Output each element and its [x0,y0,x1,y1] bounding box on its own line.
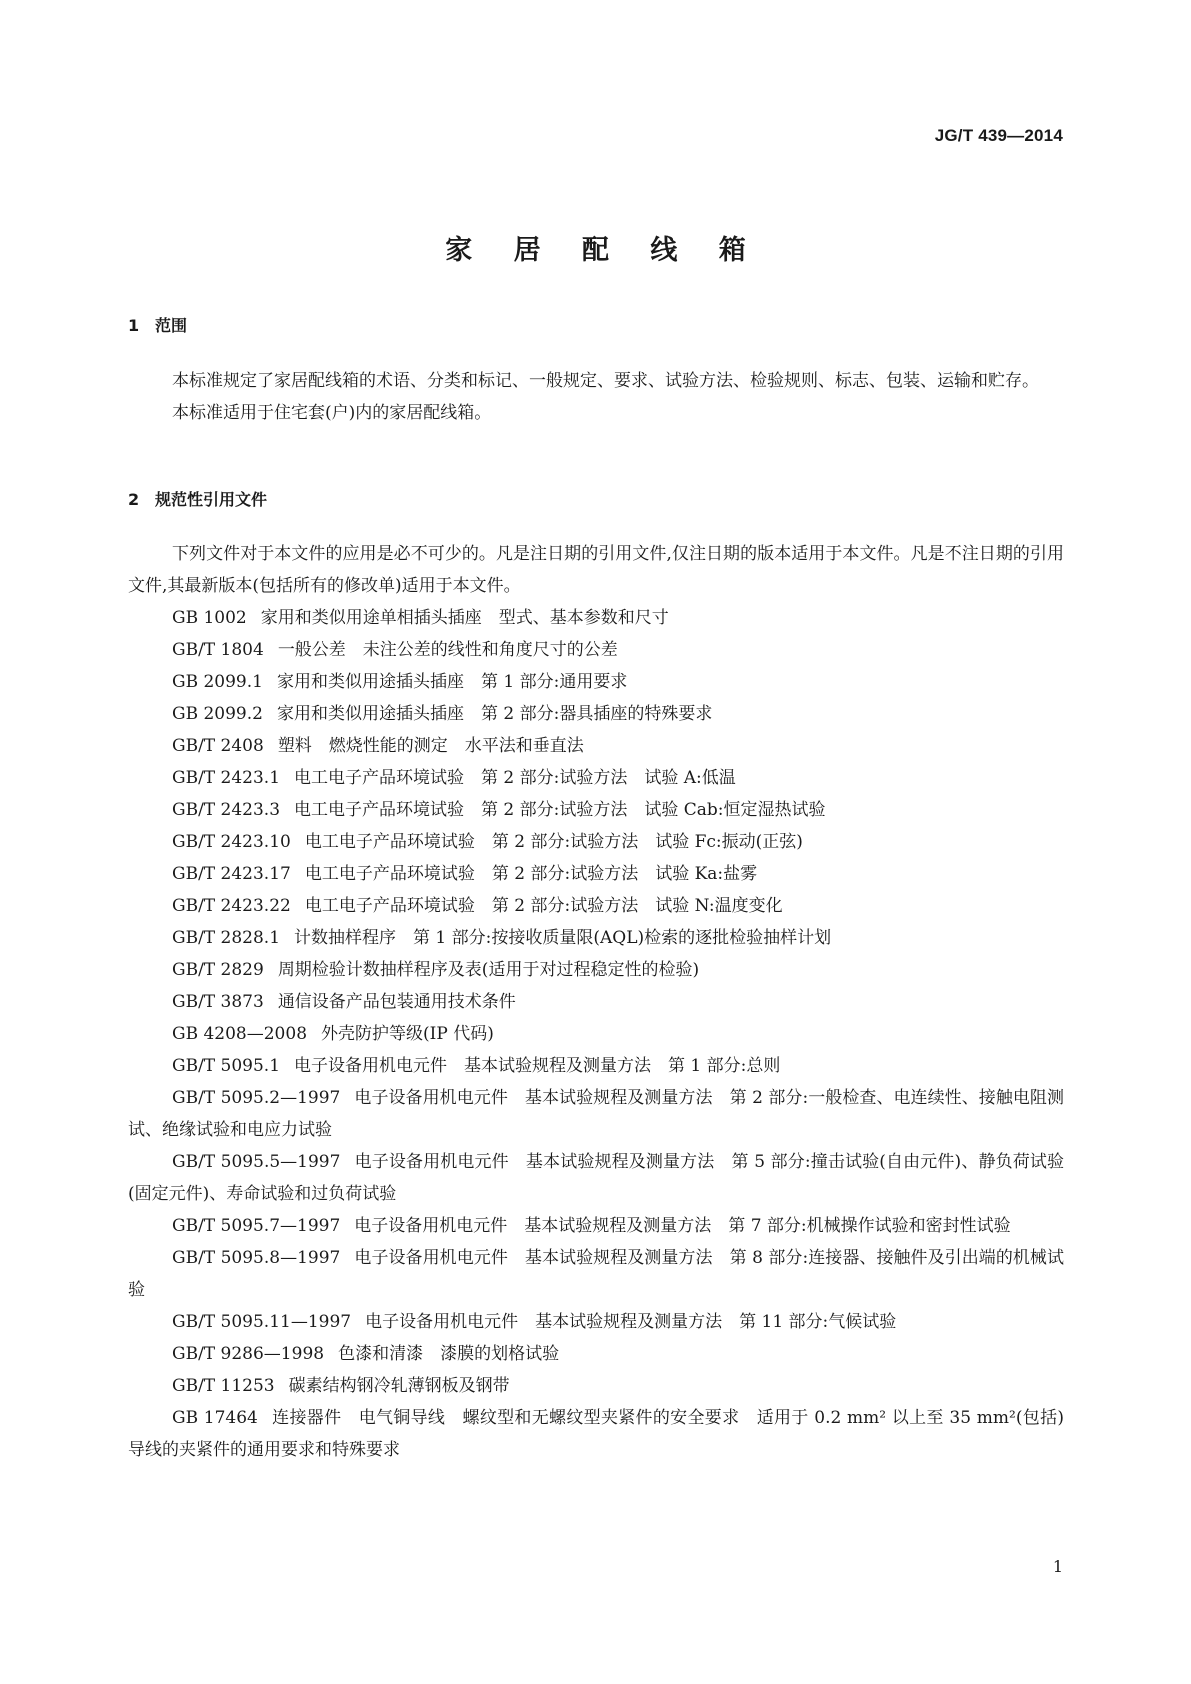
reference-item [128,922,1064,954]
reference-item [128,1402,1064,1466]
reference-code: GB/T 5095.5—1997 [172,1152,341,1172]
reference-code: GB/T 2423.3 [172,800,281,820]
reference-title: 电子设备用机电元件 基本试验规程及测量方法 第 11 部分:气候试验 [365,1312,897,1332]
section-heading-text: 范围 [155,316,188,335]
reference-title: 电子设备用机电元件 基本试验规程及测量方法 第 7 部分:机械操作试验和密封性试验 [354,1216,1011,1236]
reference-title: 电工电子产品环境试验 第 2 部分:试验方法 试验 A:低温 [294,768,736,788]
reference-title: 电工电子产品环境试验 第 2 部分:试验方法 试验 N:温度变化 [304,896,783,916]
reference-item [128,1306,1064,1338]
reference-title: 家用和类似用途单相插头插座 型式、基本参数和尺寸 [260,608,669,628]
reference-code: GB 17464 [172,1408,258,1428]
reference-item [128,1082,1064,1146]
section-heading-text: 规范性引用文件 [155,490,268,509]
section-2-heading [128,487,267,510]
scope-paragraph: 本标准规定了家居配线箱的术语、分类和标记、一般规定、要求、试验方法、检验规则、标志、包装、运输和贮存。 [172,371,1039,391]
reference-title: 计数抽样程序 第 1 部分:按接收质量限(AQL)检索的逐批检验抽样计划 [294,928,832,948]
reference-code: GB/T 3873 [172,992,264,1012]
reference-code: GB/T 2423.1 [172,768,281,788]
section-number: 1 [128,316,140,335]
reference-code: GB/T 2408 [172,736,264,756]
reference-code: GB/T 5095.7—1997 [172,1216,341,1236]
reference-code: GB 1002 [172,608,247,628]
reference-item [128,1338,1064,1370]
references-intro-paragraph: 下列文件对于本文件的应用是必不可少的。凡是注日期的引用文件,仅注日期的版本适用于本文件。凡是不注日期的引用文件,其最新版本(包括所有的修改单)适用于本文件。 [128,544,1064,596]
reference-item [128,698,1064,730]
reference-title: 周期检验计数抽样程序及表(适用于对过程稳定性的检验) [277,960,700,980]
reference-code: GB/T 9286—1998 [172,1344,325,1364]
reference-item [128,858,1064,890]
reference-title: 家用和类似用途插头插座 第 1 部分:通用要求 [276,672,628,692]
reference-list [128,602,1064,1466]
reference-item [128,954,1064,986]
reference-code: GB 2099.2 [172,704,263,724]
reference-code: GB/T 5095.2—1997 [172,1088,341,1108]
reference-title: 电子设备用机电元件 基本试验规程及测量方法 第 1 部分:总则 [294,1056,781,1076]
reference-code: GB/T 1804 [172,640,264,660]
reference-item [128,986,1064,1018]
reference-item [128,666,1064,698]
reference-item [128,1242,1064,1306]
reference-code: GB/T 2829 [172,960,264,980]
reference-code: GB/T 2828.1 [172,928,281,948]
reference-title: 连接器件 电气铜导线 螺纹型和无螺纹型夹紧件的安全要求 适用于 0.2 mm² 以上至 35 mm²(包括)导线的夹紧件的通用要求和特殊要求 [128,1408,1065,1460]
reference-item [128,794,1064,826]
reference-title: 外壳防护等级(IP 代码) [321,1024,494,1044]
reference-item [128,634,1064,666]
section-1-body [128,365,1064,429]
reference-item [128,1210,1064,1242]
reference-item [128,1050,1064,1082]
reference-title: 电工电子产品环境试验 第 2 部分:试验方法 试验 Ka:盐雾 [304,864,758,884]
reference-title: 通信设备产品包装通用技术条件 [277,992,516,1012]
document-title: 家 居 配 线 箱 [445,235,762,266]
reference-title: 电工电子产品环境试验 第 2 部分:试验方法 试验 Fc:振动(正弦) [304,832,803,852]
reference-code: GB/T 2423.10 [172,832,291,852]
reference-code: GB 4208—2008 [172,1024,308,1044]
reference-title: 塑料 燃烧性能的测定 水平法和垂直法 [277,736,584,756]
reference-title: 电子设备用机电元件 基本试验规程及测量方法 第 8 部分:连接器、接触件及引出端的机械试验 [128,1248,1064,1300]
section-number: 2 [128,490,140,509]
reference-item [128,826,1064,858]
page-number: 1 [1052,1557,1063,1576]
reference-code: GB/T 2423.17 [172,864,291,884]
standard-code: JG/T 439—2014 [934,126,1063,145]
section-1-heading [128,313,187,336]
reference-item [128,730,1064,762]
scope-paragraph: 本标准适用于住宅套(户)内的家居配线箱。 [172,403,492,423]
reference-title: 电子设备用机电元件 基本试验规程及测量方法 第 5 部分:撞击试验(自由元件)、静负荷试验(固定元件)、寿命试验和过负荷试验 [128,1152,1064,1204]
reference-code: GB/T 5095.11—1997 [172,1312,352,1332]
reference-title: 电工电子产品环境试验 第 2 部分:试验方法 试验 Cab:恒定湿热试验 [294,800,826,820]
reference-code: GB 2099.1 [172,672,263,692]
reference-code: GB/T 5095.8—1997 [172,1248,341,1268]
reference-item [128,602,1064,634]
reference-code: GB/T 5095.1 [172,1056,281,1076]
reference-title: 电子设备用机电元件 基本试验规程及测量方法 第 2 部分:一般检查、电连续性、接触电阻测试、绝缘试验和电应力试验 [128,1088,1064,1140]
reference-item [128,1146,1064,1210]
reference-item [128,890,1064,922]
section-2-intro [128,538,1064,602]
reference-item [128,762,1064,794]
reference-item [128,1018,1064,1050]
reference-title: 色漆和清漆 漆膜的划格试验 [338,1344,560,1364]
reference-code: GB/T 2423.22 [172,896,291,916]
reference-title: 碳素结构钢冷轧薄钢板及钢带 [288,1376,510,1396]
reference-title: 一般公差 未注公差的线性和角度尺寸的公差 [277,640,618,660]
reference-title: 家用和类似用途插头插座 第 2 部分:器具插座的特殊要求 [276,704,713,724]
reference-item [128,1370,1064,1402]
reference-code: GB/T 11253 [172,1376,275,1396]
